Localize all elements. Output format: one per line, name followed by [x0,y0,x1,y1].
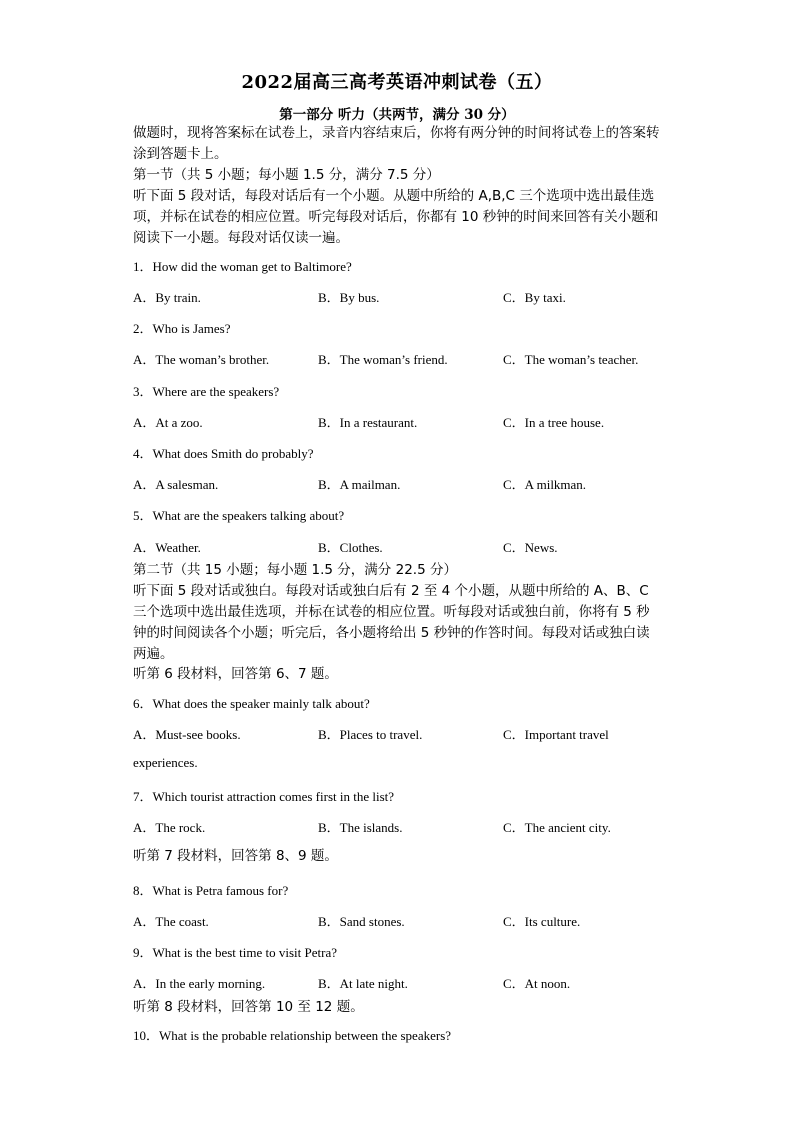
q5-option-b: B．Clothes. [318,540,383,555]
q7-option-b: B．The islands. [318,820,403,835]
q9-option-c: C．At noon. [503,976,571,991]
question-6: 6．What does the speaker mainly talk about? [133,696,370,711]
q6-option-c: C．Important travel [503,727,609,742]
q3-option-b: B．In a restaurant. [318,415,418,430]
question-2: 2．Who is James? [133,321,231,336]
section1-heading: 第一节（共 5 小题；每小题 1.5 分，满分 7.5 分） [133,167,440,183]
q6-option-a: A．Must-see books. [133,727,241,742]
section2-instructions: 听下面 5 段对话或独白。每段对话或独白后有 2 至 4 个小题，从题中所给的 A、B、C 三个选项中选出最佳选项，并标在试卷的相应位置。听每段对话或独白前，你将有 5 秒钟的时间阅读各个小题；听完后，各小题将给出 5 秒钟的作答时间。每段对话或独白读两遍。 [133,583,650,662]
q4-option-c: C．A milkman. [503,477,587,492]
q8-option-a: A．The coast. [133,914,209,929]
question-7: 7．Which tourist attraction comes first in the list? [133,789,395,804]
q5-option-c: C．News. [503,540,558,555]
question-5: 5．What are the speakers talking about? [133,508,345,523]
q8-option-b: B．Sand stones. [318,914,405,929]
q3-option-a: A．At a zoo. [133,415,203,430]
material-6-note: 听第 6 段材料，回答第 6、7 题。 [133,666,338,682]
question-9: 9．What is the best time to visit Petra? [133,945,337,960]
question-3: 3．Where are the speakers? [133,384,280,399]
exam-title: 2022届高三高考英语冲刺试卷（五） [241,72,553,93]
question-4: 4．What does Smith do probably? [133,446,314,461]
section2-heading: 第二节（共 15 小题；每小题 1.5 分，满分 22.5 分） [133,562,457,578]
material-8-note: 听第 8 段材料，回答第 10 至 12 题。 [133,999,364,1015]
q7-option-c: C．The ancient city. [503,820,611,835]
part1-heading: 第一部分 听力（共两节，满分 30 分） [279,107,515,123]
q6-option-b: B．Places to travel. [318,727,423,742]
question-1: 1．How did the woman get to Baltimore? [133,259,352,274]
q1-option-b: B．By bus. [318,290,380,305]
q9-option-b: B．At late night. [318,976,408,991]
q2-option-c: C．The woman’s teacher. [503,352,639,367]
q3-option-c: C．In a tree house. [503,415,605,430]
section1-instructions: 听下面 5 段对话，每段对话后有一个小题。从题中所给的 A,B,C 三个选项中选出最佳选项，并标在试卷的相应位置。听完每段对话后，你都有 10 秒钟的时间来回答有关小题和阅读下一小题。每段对话仅读一遍。 [133,188,659,246]
question-8: 8．What is Petra famous for? [133,883,289,898]
q6-option-c-continued: experiences. [133,755,198,770]
q1-option-a: A．By train. [133,290,201,305]
q5-option-a: A．Weather. [133,540,201,555]
q9-option-a: A．In the early morning. [133,976,266,991]
question-10: 10．What is the probable relationship between the speakers? [133,1028,452,1043]
q2-option-b: B．The woman’s friend. [318,352,448,367]
q7-option-a: A．The rock. [133,820,206,835]
q8-option-c: C．Its culture. [503,914,581,929]
q4-option-a: A．A salesman. [133,477,219,492]
intro-text: 做题时，现将答案标在试卷上，录音内容结束后，你将有两分钟的时间将试卷上的答案转涂到答题卡上。 [133,125,660,162]
q1-option-c: C．By taxi. [503,290,566,305]
q4-option-b: B．A mailman. [318,477,401,492]
material-7-note: 听第 7 段材料，回答第 8、9 题。 [133,848,338,864]
q2-option-a: A．The woman’s brother. [133,352,270,367]
